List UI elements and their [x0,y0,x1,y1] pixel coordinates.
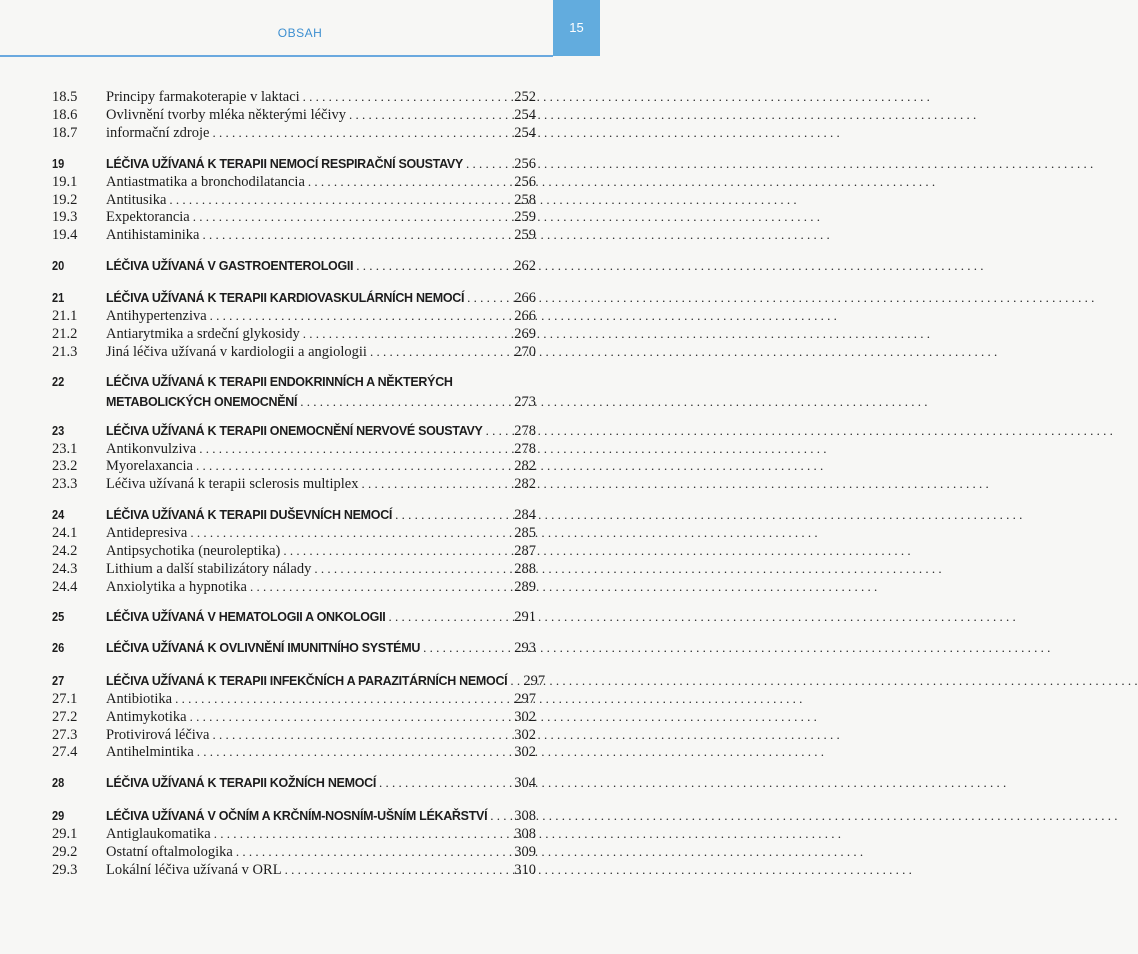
chapter-number: 26 [52,641,65,655]
toc-chapter [0,421,600,441]
chapter-number: 24 [52,508,65,522]
dot-leader [356,256,511,276]
entry-page: 254 [514,125,536,141]
dot-leader [197,742,511,762]
chapter-title: LÉČIVA UŽÍVANÁ K TERAPII INFEKČNÍCH A PARAZITÁRNÍCH NEMOCÍ [106,674,508,688]
chapter-title: LÉČIVA UŽÍVANÁ V HEMATOLOGII A ONKOLOGII [106,610,386,624]
dot-leader [212,123,511,143]
entry-page: 278 [514,441,536,457]
toc-chapter [0,256,600,276]
entry-number: 29.2 [52,844,78,860]
entry-title: Antidepresiva [106,525,188,541]
entry-page: 289 [514,579,536,595]
dot-leader [361,474,511,494]
dot-leader [300,392,511,412]
entry-page: 252 [514,89,536,105]
dot-leader [388,607,511,627]
chapter-title: LÉČIVA UŽÍVANÁ K OVLIVNĚNÍ IMUNITNÍHO SYSTÉMU [106,641,421,655]
dot-leader [510,671,520,691]
toc-entry [0,123,600,143]
dot-leader [308,172,511,192]
chapter-title: LÉČIVA UŽÍVANÁ K TERAPII DUŠEVNÍCH NEMOCÍ [106,508,393,522]
entry-number: 27.1 [52,691,78,707]
entry-page: 308 [514,826,536,842]
chapter-page: 256 [514,156,536,172]
dot-leader [175,689,511,709]
dot-leader [370,342,511,362]
chapter-title: LÉČIVA UŽÍVANÁ K TERAPII KOŽNÍCH NEMOCÍ [106,776,377,790]
entry-number: 23.3 [52,476,78,492]
dot-leader [285,860,512,880]
dot-leader [214,824,512,844]
entry-title: Lokální léčiva užívaná v ORL [106,862,282,878]
chapter-title: LÉČIVA UŽÍVANÁ V OČNÍM A KRČNÍM-NOSNÍM-UŠNÍM LÉKAŘSTVÍ [106,809,488,823]
dot-leader [467,288,511,308]
toc-entry [0,306,600,326]
entry-title: Léčiva užívaná k terapii sclerosis multiplex [106,476,359,492]
entry-title: Ostatní oftalmologika [106,844,233,860]
entry-page: 256 [514,174,536,190]
toc-entry [0,842,600,862]
dot-leader [486,421,512,441]
dot-leader [349,105,511,125]
entry-number: 21.1 [52,308,78,324]
dot-leader [303,324,512,344]
entry-title: Antiglaukomatika [106,826,211,842]
entry-number: 21.3 [52,344,78,360]
dot-leader [379,773,511,793]
entry-page: 310 [514,862,536,878]
toc-entry [0,523,600,543]
chapter-number: 28 [52,776,65,790]
toc-entry [0,172,600,192]
entry-page: 282 [514,476,536,492]
entry-title: informační zdroje [106,125,210,141]
entry-title: Protivirová léčiva [106,727,210,743]
entry-page: 258 [514,192,536,208]
toc-chapter [0,607,600,627]
entry-number: 19.4 [52,227,78,243]
running-header-title: OBSAH [277,26,323,40]
entry-page: 266 [514,308,536,324]
dot-leader [303,87,512,107]
entry-number: 29.3 [52,862,78,878]
toc-chapter [0,154,600,174]
chapter-page: 297 [523,673,546,689]
chapter-page: 262 [514,258,536,274]
entry-number: 27.2 [52,709,78,725]
toc-entry [0,207,600,227]
chapter-number: 19 [52,157,65,171]
entry-title: Antibiotika [106,691,173,707]
toc-entry [0,342,600,362]
entry-page: 269 [514,326,536,342]
entry-number: 24.4 [52,579,78,595]
toc-entry [0,707,600,727]
entry-title: Antihypertenziva [106,308,207,324]
toc-chapter [0,773,600,793]
entry-page: 259 [514,209,536,225]
chapter-page: 291 [514,609,536,625]
entry-page: 302 [514,744,536,760]
entry-title: Antimykotika [106,709,187,725]
entry-number: 29.1 [52,826,78,842]
chapter-title: LÉČIVA UŽÍVANÁ V GASTROENTEROLOGII [106,259,354,273]
chapter-title-line-1: LÉČIVA UŽÍVANÁ K TERAPII ENDOKRINNÍCH A NĚKTERÝCH [106,375,453,389]
chapter-number: 27 [52,674,65,688]
chapter-page: 273 [514,394,536,410]
toc-entry [0,324,600,344]
chapter-page: 304 [514,775,536,791]
dot-leader [250,577,511,597]
dot-leader [196,456,511,476]
entry-page: 309 [514,844,536,860]
page-number-tab: 15 [553,0,600,56]
toc-entry [0,689,600,709]
dot-leader [283,541,511,561]
entry-page: 297 [514,691,536,707]
entry-number: 19.2 [52,192,78,208]
dot-leader [202,225,511,245]
chapter-number: 21 [52,291,65,305]
chapter-number: 22 [52,375,65,389]
entry-page: 287 [514,543,536,559]
dot-leader [314,559,511,579]
entry-title: Antiastmatika a bronchodilatancia [106,174,305,190]
chapter-page: 266 [514,290,536,306]
entry-number: 27.4 [52,744,78,760]
entry-number: 18.6 [52,107,78,123]
chapter-number: 20 [52,259,65,273]
entry-number: 24.3 [52,561,78,577]
entry-title: Jiná léčiva užívaná v kardiologii a angiologii [106,344,367,360]
entry-page: 288 [514,561,536,577]
entry-title: Antitusika [106,192,167,208]
entry-number: 27.3 [52,727,78,743]
chapter-title: LÉČIVA UŽÍVANÁ K TERAPII ONEMOCNĚNÍ NERVOVÉ SOUSTAVY [106,424,483,438]
dot-leader [466,154,511,174]
toc-entry [0,742,600,762]
dot-leader [423,638,511,658]
dot-leader [193,207,512,227]
entry-number: 21.2 [52,326,78,342]
chapter-number: 23 [52,424,65,438]
chapter-number: 25 [52,610,65,624]
entry-number: 24.1 [52,525,78,541]
chapter-page: 293 [514,640,536,656]
toc-chapter [0,372,600,410]
entry-title: Expektorancia [106,209,190,225]
entry-title: Antikonvulziva [106,441,197,457]
dot-leader [490,806,511,826]
entry-number: 18.5 [52,89,78,105]
chapter-page: 284 [514,507,536,523]
entry-title: Antihelmintika [106,744,194,760]
entry-page: 259 [514,227,536,243]
chapter-title-line-2: METABOLICKÝCH ONEMOCNĚNÍ [106,395,298,409]
entry-title: Anxiolytika a hypnotika [106,579,247,595]
entry-number: 23.1 [52,441,78,457]
chapter-page: 308 [514,808,536,824]
toc-entry [0,87,600,107]
toc-entry [0,541,600,561]
entry-number: 19.1 [52,174,78,190]
dot-leader [236,842,511,862]
entry-page: 254 [514,107,536,123]
dot-leader [210,306,512,326]
chapter-number: 29 [52,809,65,823]
toc-entry [0,559,600,579]
toc-chapter [0,806,600,826]
chapter-title: LÉČIVA UŽÍVANÁ K TERAPII NEMOCÍ RESPIRAČNÍ SOUSTAVY [106,157,463,171]
entry-title: Antihistaminika [106,227,200,243]
toc-entry [0,105,600,125]
toc-entry [0,824,600,844]
entry-page: 270 [514,344,536,360]
entry-page: 302 [514,709,536,725]
toc-entry [0,225,600,245]
dot-leader [395,505,511,525]
entry-title: Ovlivnění tvorby mléka některými léčivy [106,107,346,123]
chapter-page: 278 [514,423,536,439]
dot-leader [190,707,512,727]
entry-number: 18.7 [52,125,78,141]
chapter-title: LÉČIVA UŽÍVANÁ K TERAPII KARDIOVASKULÁRNÍCH NEMOCÍ [106,291,465,305]
entry-number: 19.3 [52,209,78,225]
entry-page: 302 [514,727,536,743]
toc-entry [0,860,600,880]
entry-title: Principy farmakoterapie v laktaci [106,89,300,105]
entry-page: 282 [514,458,536,474]
toc-chapter [0,505,600,525]
entry-title: Lithium a další stabilizátory nálady [106,561,312,577]
entry-title: Myorelaxancia [106,458,193,474]
toc-chapter [0,288,600,308]
toc-chapter [0,671,600,691]
entry-page: 285 [514,525,536,541]
toc-chapter [0,638,600,658]
entry-number: 24.2 [52,543,78,559]
entry-title: Antiarytmika a srdeční glykosidy [106,326,300,342]
entry-title: Antipsychotika (neuroleptika) [106,543,281,559]
dot-leader [190,523,511,543]
toc-entry [0,577,600,597]
toc-entry [0,474,600,494]
toc-entry [0,456,600,476]
entry-number: 23.2 [52,458,78,474]
